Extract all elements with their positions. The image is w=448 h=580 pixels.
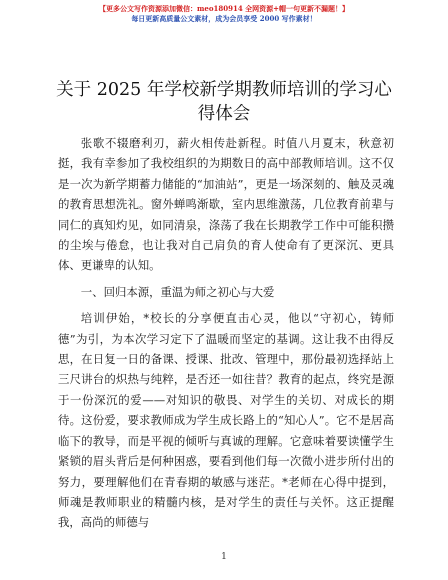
body-paragraph: 培训伊始，*校长的分享便直击心灵，他以“守初心，铸师德”为引，为本次学习定下了温暖而坚定的基调。这让我不由得反思，在日复一日的备课、授课、批改、管理中，那份最初选择站上三尺讲台的炽热与纯粹，是否还一如往昔？教育的起点，终究是源于一份深沉的爱——对知识的敬畏、对学生的关切、对成长的期待。这份爱，要求教师成为学生成长路上的“知心人”。它不是居高临下的教导，而是平视的倾听与真诚的理解。它意味着要读懂学生紧锁的眉头背后是何种困惑，要看到他们每一次微小进步所付出的努力，要理解他们在青春期的敏感与迷茫。*老师在心得中提到，师魂是教师职业的精髓内核，是对学生的责任与关怀。这正提醒我，高尚的师德与 — [58, 311, 394, 530]
promo-line-red: 【更多公文写作资源添加微信：meo180914 全网资源+帽一句更新不漏题！】 — [98, 4, 350, 13]
document-body — [58, 133, 394, 533]
intro-paragraph: 张歌不辍磨利刃，薪火相传赴新程。时值八月夏末，秋意初挺，我有幸参加了我校组织的为期数日的高中部教师培训。这不仅是一次为新学期蓄力储能的“加油站”，更是一场深刻的、触及灵魂的教育思想洗礼。窗外蝉鸣渐歇，室内思维激荡，几位教育前辈与同仁的真知灼见，如同清泉，涤荡了我在长期教学工作中可能积攒的尘埃与倦怠，也让我对自己肩负的育人使命有了更深沉、更具体、更谦卑的认知。 — [58, 136, 394, 273]
page-number: 1 — [221, 552, 227, 562]
promo-line-blue: 每日更新高质量公文素材，成为会员享受 2000 写作素材！ — [131, 14, 317, 23]
section-heading: 一、回归本源，重温为师之初心与大爱 — [80, 284, 275, 299]
document-title: 关于 2025 年学校新学期教师培训的学习心得体会 — [56, 80, 392, 124]
promo-banner — [0, 4, 448, 24]
